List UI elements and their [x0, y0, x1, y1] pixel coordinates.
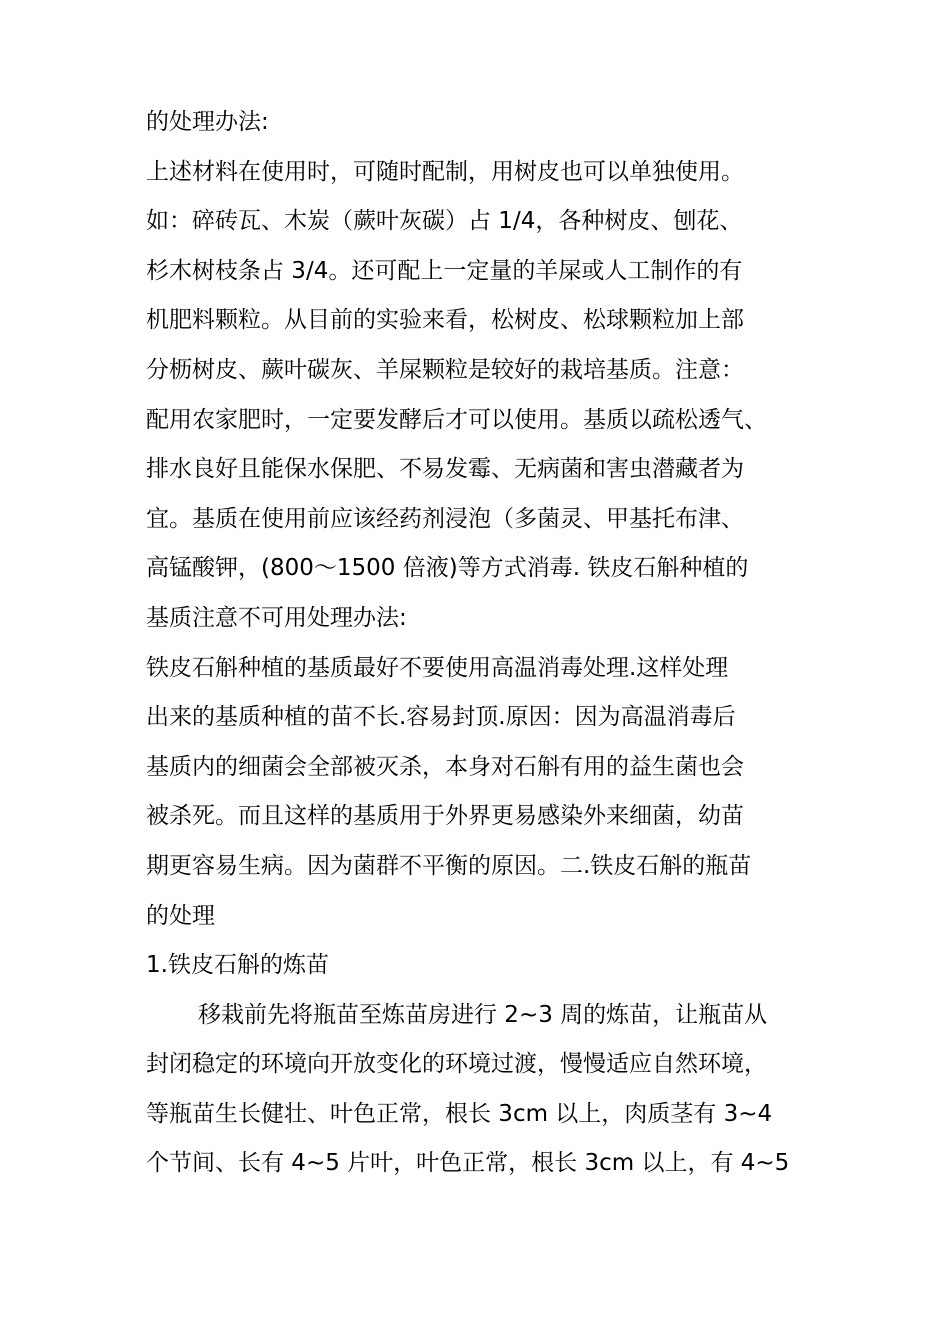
text-line: 配用农家肥时，一定要发酵后才可以使用。基质以疏松透气、	[146, 406, 767, 433]
text-line: 期更容易生病。因为菌群不平衡的原因。二.铁皮石斛的瓶苗	[146, 852, 752, 879]
text-line: 排水良好且能保水保肥、不易发霉、无病菌和害虫潜藏者为	[146, 456, 744, 483]
text-line: 被杀死。而且这样的基质用于外界更易感染外来细菌，幼苗	[146, 803, 744, 830]
section-heading: 1.铁皮石斛的炼苗	[146, 952, 329, 979]
paragraph-first-line: 移栽前先将瓶苗至炼苗房进行 2~3 周的炼苗，让瓶苗从	[198, 1001, 768, 1028]
text-line: 的处理办法:	[146, 109, 269, 135]
text-line: 的处理	[146, 902, 215, 929]
text-line: 等瓶苗生长健壮、叶色正常，根长 3cm 以上，肉质茎有 3~4	[146, 1100, 773, 1127]
text-line: 如：碎砖瓦、木炭（蕨叶灰碳）占 1/4，各种树皮、刨花、	[146, 208, 743, 235]
text-line: 封闭稳定的环境向开放变化的环境过渡，慢慢适应自然环境，	[146, 1051, 767, 1078]
text-line: 宜。基质在使用前应该经药剂浸泡（多菌灵、甲基托布津、	[146, 505, 744, 532]
text-line: 分枥树皮、蕨叶碳灰、羊屎颗粒是较好的栽培基质。注意：	[146, 356, 744, 383]
text-line: 高锰酸钾，(800～1500 倍液)等方式消毒. 铁皮石斛种植的	[146, 555, 749, 582]
text-line: 杉木树枝条占 3/4。还可配上一定量的羊屎或人工制作的有	[146, 257, 743, 284]
text-line: 基质内的细菌会全部被灭杀，本身对石斛有用的益生菌也会	[146, 753, 744, 780]
text-line: 基质注意不可用处理办法:	[146, 604, 407, 631]
text-line: 铁皮石斛种植的基质最好不要使用高温消毒处理.这样处理	[146, 654, 729, 681]
body-text	[146, 98, 846, 1189]
text-line: 个节间、长有 4~5 片叶，叶色正常，根长 3cm 以上，有 4~5	[146, 1150, 790, 1177]
text-line: 出来的基质种植的苗不长.容易封顶.原因：因为高温消毒后	[146, 704, 736, 731]
text-line: 上述材料在使用时，可随时配制，用树皮也可以单独使用。	[146, 158, 744, 185]
text-line: 机肥料颗粒。从目前的实验来看，松树皮、松球颗粒加上部	[146, 307, 744, 334]
